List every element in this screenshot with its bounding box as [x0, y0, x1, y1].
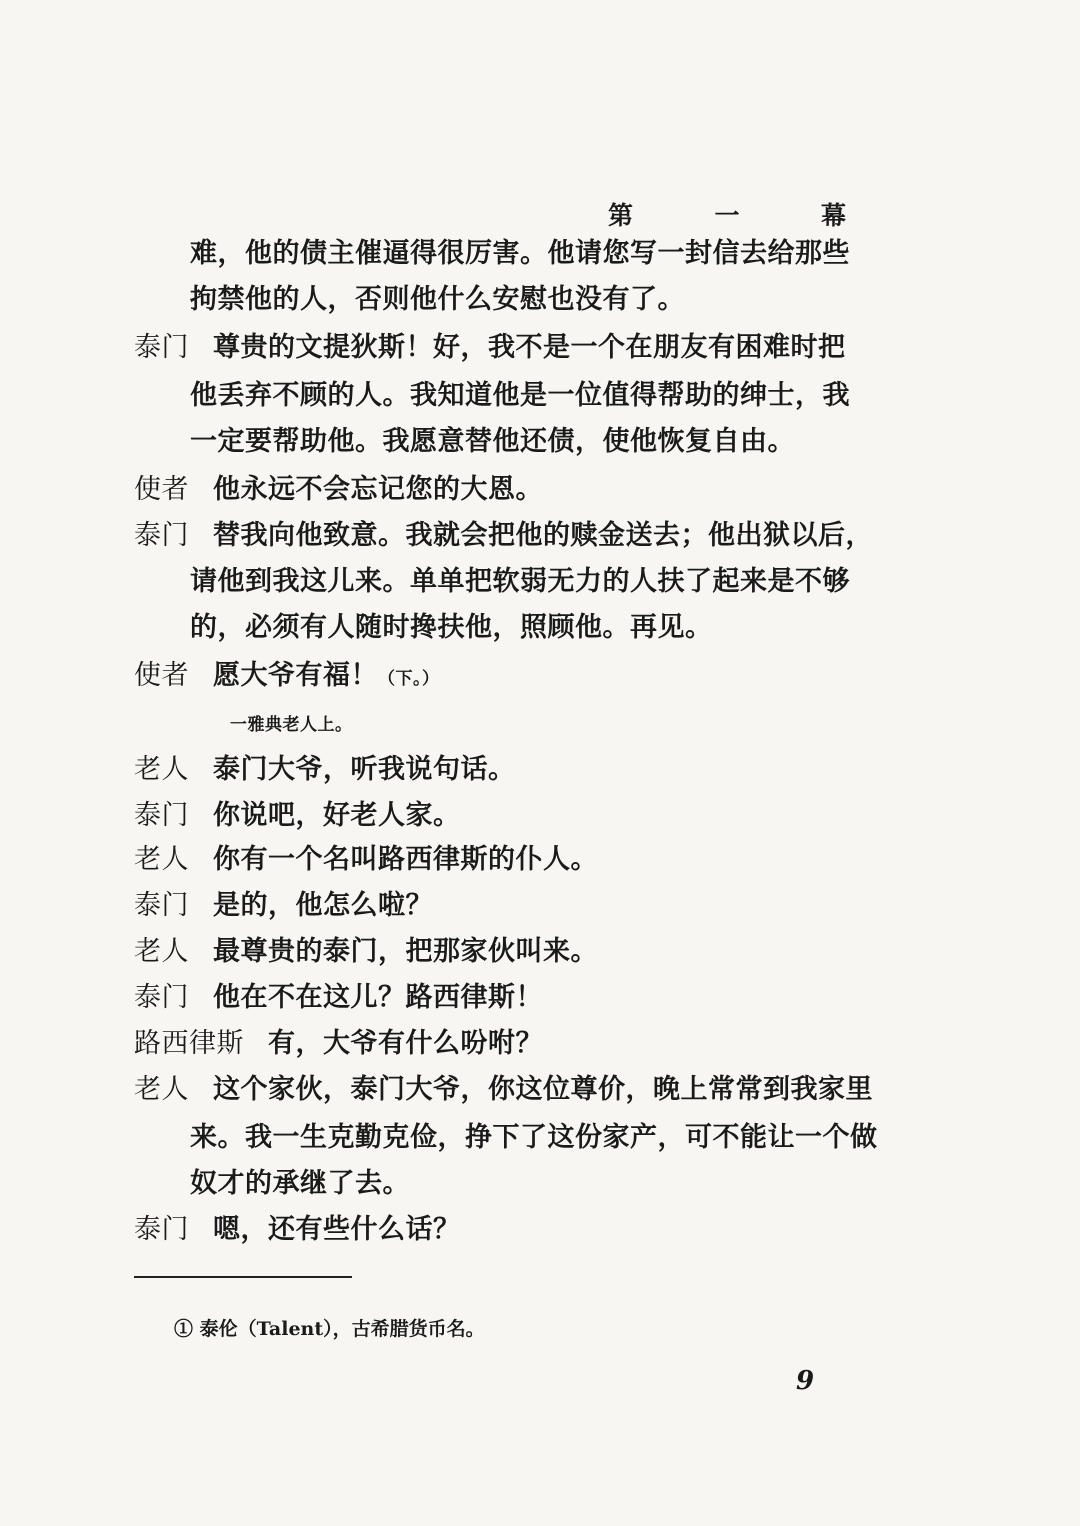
dialogue-line: 使者 他永远不会忘记您的大恩。: [134, 474, 543, 505]
page-number: 9: [796, 1366, 815, 1396]
text-line: 奴才的承继了去。: [190, 1168, 410, 1199]
dialogue-line: 路西律斯 有，大爷有什么吩咐？: [134, 1028, 543, 1059]
text-line: 的，必须有人随时搀扶他，照顾他。再见。: [190, 612, 713, 643]
text-line: 难，他的债主催逼得很厉害。他请您写一封信去给那些: [190, 238, 850, 269]
speaker-name: 老人: [134, 844, 189, 875]
text-line: 请他到我这儿来。单单把软弱无力的人扶了起来是不够: [190, 566, 850, 597]
header-middle: 一: [714, 201, 740, 230]
stage-direction-line: 一雅典老人上。: [230, 715, 353, 735]
dialogue-line: 老人 最尊贵的泰门，把那家伙叫来。: [134, 936, 598, 967]
header-right: 幕: [820, 201, 846, 230]
text-line: 一定要帮助他。我愿意替他还债，使他恢复自由。: [190, 426, 795, 457]
header-left: 第: [608, 201, 634, 230]
speaker-name: 老人: [134, 936, 189, 967]
footnote: ① 泰伦（Talent），古希腊货币名。: [174, 1318, 485, 1340]
speaker-name: 泰门: [134, 982, 189, 1013]
speaker-name: 老人: [134, 754, 189, 785]
footnote-divider: [134, 1276, 352, 1278]
dialogue-line: 使者 愿大爷有福！（下。）: [134, 660, 440, 691]
speaker-name: 泰门: [134, 1214, 189, 1245]
text-line: 来。我一生克勤克俭，挣下了这份家产，可不能让一个做: [190, 1122, 878, 1153]
running-header: [608, 196, 846, 230]
speaker-name: 使者: [134, 474, 189, 505]
speaker-name: 泰门: [134, 520, 189, 551]
speaker-name: 泰门: [134, 800, 189, 831]
dialogue-line: 老人 这个家伙，泰门大爷，你这位尊价，晚上常常到我家里: [134, 1074, 873, 1105]
dialogue-line: 泰门 替我向他致意。我就会把他的赎金送去；他出狱以后，: [134, 520, 873, 551]
speaker-name: 路西律斯: [134, 1028, 244, 1059]
speaker-name: 泰门: [134, 332, 189, 363]
speaker-name: 使者: [134, 660, 189, 691]
dialogue-line: 泰门 嗯，还有些什么话？: [134, 1214, 461, 1245]
text-line: 他丢弃不顾的人。我知道他是一位值得帮助的绅士，我: [190, 380, 850, 411]
speaker-name: 泰门: [134, 890, 189, 921]
text-line: 拘禁他的人，否则他什么安慰也没有了。: [190, 284, 685, 315]
dialogue-line: 老人 泰门大爷，听我说句话。: [134, 754, 516, 785]
dialogue-line: 泰门 是的，他怎么啦？: [134, 890, 433, 921]
speaker-name: 老人: [134, 1074, 189, 1105]
dialogue-line: 泰门 你说吧，好老人家。: [134, 800, 461, 831]
dialogue-line: 泰门 尊贵的文提狄斯！好，我不是一个在朋友有困难时把: [134, 332, 846, 363]
dialogue-line: 老人 你有一个名叫路西律斯的仆人。: [134, 844, 598, 875]
stage-direction: （下。）: [378, 669, 440, 689]
dialogue-line: 泰门 他在不在这儿？路西律斯！: [134, 982, 543, 1013]
